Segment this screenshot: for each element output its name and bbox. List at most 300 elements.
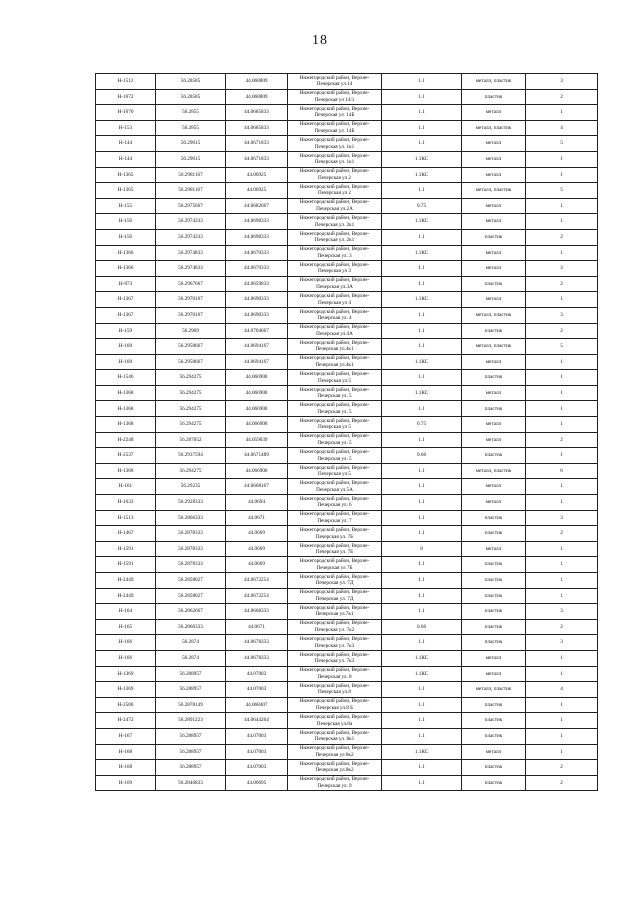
longitude-cell: 44.0659833 bbox=[226, 276, 288, 292]
volume-cell: 1.1КС bbox=[382, 650, 462, 666]
material-cell: пластик bbox=[462, 760, 526, 776]
volume-cell: 1.1 bbox=[382, 635, 462, 651]
address-cell: Нижегородский район, Верхне-Печерская ул. 7к2 bbox=[288, 619, 382, 635]
volume-cell: 1.1 bbox=[382, 401, 462, 417]
longitude-cell: 44.066908 bbox=[226, 463, 288, 479]
material-cell: металл bbox=[462, 214, 526, 230]
table-row bbox=[96, 74, 598, 90]
table-row bbox=[96, 105, 598, 121]
address-cell: Нижегородский район, Верхне-Печерская ул 14/1 bbox=[288, 89, 382, 105]
material-cell: пластик bbox=[462, 573, 526, 589]
site-id-cell: Н-1467 bbox=[96, 526, 156, 542]
volume-cell: 1.1КС bbox=[382, 245, 462, 261]
material-cell: пластик bbox=[462, 635, 526, 651]
table-row bbox=[96, 385, 598, 401]
count-cell: 3 bbox=[526, 74, 598, 90]
address-cell: Нижегородский район, Верхне-Печерская ул. 6 bbox=[288, 495, 382, 511]
longitude-cell: 44.0694167 bbox=[226, 339, 288, 355]
longitude-cell: 44.0668333 bbox=[226, 604, 288, 620]
latitude-cell: 56.288957 bbox=[156, 760, 226, 776]
site-id-cell: Н-2506 bbox=[96, 697, 156, 713]
table-row bbox=[96, 229, 598, 245]
material-cell: металл bbox=[462, 136, 526, 152]
site-id-cell: Н-160 bbox=[96, 339, 156, 355]
count-cell: 5 bbox=[526, 339, 598, 355]
table-row bbox=[96, 557, 598, 573]
table-row bbox=[96, 682, 598, 698]
site-id-cell: Н-1369 bbox=[96, 682, 156, 698]
volume-cell: 1.1 bbox=[382, 89, 462, 105]
address-cell: Нижегородский район, Верхне-Печерская ул. 4 bbox=[288, 307, 382, 323]
latitude-cell: 56.2878333 bbox=[156, 526, 226, 542]
count-cell: 1 bbox=[526, 292, 598, 308]
latitude-cell: 56.28585 bbox=[156, 89, 226, 105]
count-cell: 2 bbox=[526, 89, 598, 105]
count-cell: 2 bbox=[526, 775, 598, 791]
address-cell: Нижегородский район, Верхне-Печерская ул. 3 bbox=[288, 245, 382, 261]
material-cell: металл bbox=[462, 245, 526, 261]
longitude-cell: 44.0669 bbox=[226, 541, 288, 557]
table-row bbox=[96, 276, 598, 292]
site-id-cell: Н-155 bbox=[96, 198, 156, 214]
table-row bbox=[96, 541, 598, 557]
material-cell: пластик bbox=[462, 276, 526, 292]
table-row bbox=[96, 214, 598, 230]
table-row bbox=[96, 573, 598, 589]
site-id-cell: Н-1367 bbox=[96, 307, 156, 323]
material-cell: пластик bbox=[462, 697, 526, 713]
address-cell: Нижегородский район, Верхне-Печерская ул. 7к3 bbox=[288, 635, 382, 651]
table-row bbox=[96, 292, 598, 308]
latitude-cell: 56.2974833 bbox=[156, 245, 226, 261]
site-id-cell: Н-1368 bbox=[96, 463, 156, 479]
latitude-cell: 56.287052 bbox=[156, 432, 226, 448]
volume-cell: 8 bbox=[382, 541, 462, 557]
site-id-cell: Н-1670 bbox=[96, 105, 156, 121]
longitude-cell: 44.0685833 bbox=[226, 120, 288, 136]
longitude-cell: 44.0690333 bbox=[226, 307, 288, 323]
address-cell: Нижегородский район, Верхне-Печерская ул.5А bbox=[288, 479, 382, 495]
site-id-cell: Н-166 bbox=[96, 650, 156, 666]
material-cell: металл, пластик bbox=[462, 183, 526, 199]
material-cell: пластик bbox=[462, 619, 526, 635]
site-id-cell: Н-1365 bbox=[96, 167, 156, 183]
material-cell: металл, пластик bbox=[462, 463, 526, 479]
latitude-cell: 56.2855 bbox=[156, 105, 226, 121]
site-id-cell: Н-161 bbox=[96, 479, 156, 495]
longitude-cell: 44.0672254 bbox=[226, 573, 288, 589]
latitude-cell: 56.2970167 bbox=[156, 307, 226, 323]
table-row bbox=[96, 339, 598, 355]
count-cell: 3 bbox=[526, 604, 598, 620]
latitude-cell: 56.2974833 bbox=[156, 261, 226, 277]
latitude-cell: 56.2928333 bbox=[156, 495, 226, 511]
address-cell: Нижегородский район, Верхне-Печерская ул 7Б bbox=[288, 557, 382, 573]
latitude-cell: 56.2981167 bbox=[156, 183, 226, 199]
volume-cell: 1.1 bbox=[382, 697, 462, 713]
longitude-cell: 44.0669 bbox=[226, 526, 288, 542]
address-cell: Нижегородский район, Верхне-Печерская ул. 14Б bbox=[288, 105, 382, 121]
table-row bbox=[96, 370, 598, 386]
count-cell: 1 bbox=[526, 479, 598, 495]
material-cell: металл, пластик bbox=[462, 339, 526, 355]
address-cell: Нижегородский район, Верхне-Печерская ул. 7к3 bbox=[288, 650, 382, 666]
count-cell: 2 bbox=[526, 619, 598, 635]
address-cell: Нижегородский район, Верхне-Печерская ул.14 bbox=[288, 74, 382, 90]
material-cell: металл bbox=[462, 650, 526, 666]
volume-cell: 1.1 bbox=[382, 760, 462, 776]
latitude-cell: 56.294275 bbox=[156, 417, 226, 433]
count-cell: 2 bbox=[526, 323, 598, 339]
site-id-cell: Н-2537 bbox=[96, 448, 156, 464]
latitude-cell: 56.2970167 bbox=[156, 292, 226, 308]
site-id-cell: Н-156 bbox=[96, 214, 156, 230]
address-cell: Нижегородский район, Верхне-Печерская ул. 7Д bbox=[288, 573, 382, 589]
material-cell: пластик bbox=[462, 323, 526, 339]
count-cell: 2 bbox=[526, 229, 598, 245]
site-id-cell: Н-1366 bbox=[96, 245, 156, 261]
table-row bbox=[96, 167, 598, 183]
site-id-cell: Н-168 bbox=[96, 760, 156, 776]
longitude-cell: 44.07003 bbox=[226, 682, 288, 698]
longitude-cell: 44.0668167 bbox=[226, 479, 288, 495]
volume-cell: 1.1 bbox=[382, 479, 462, 495]
longitude-cell: 44.0672254 bbox=[226, 588, 288, 604]
volume-cell: 0.75 bbox=[382, 198, 462, 214]
longitude-cell: 44.0678333 bbox=[226, 635, 288, 651]
volume-cell: 1.1КС bbox=[382, 292, 462, 308]
count-cell: 1 bbox=[526, 666, 598, 682]
count-cell: 4 bbox=[526, 120, 598, 136]
volume-cell: 1.1 bbox=[382, 261, 462, 277]
site-id-cell: Н-1672 bbox=[96, 89, 156, 105]
count-cell: 1 bbox=[526, 167, 598, 183]
site-id-cell: Н-1365 bbox=[96, 183, 156, 199]
longitude-cell: 44.07003 bbox=[226, 760, 288, 776]
table-row bbox=[96, 323, 598, 339]
count-cell: 4 bbox=[526, 682, 598, 698]
volume-cell: 1.1КС bbox=[382, 744, 462, 760]
volume-cell: 1.1КС bbox=[382, 666, 462, 682]
count-cell: 2 bbox=[526, 760, 598, 776]
volume-cell: 1.1 bbox=[382, 573, 462, 589]
site-id-cell: Н-2248 bbox=[96, 432, 156, 448]
address-cell: Нижегородский район, Верхне-Печерская ул.5 bbox=[288, 463, 382, 479]
volume-cell: 1.1 bbox=[382, 276, 462, 292]
latitude-cell: 56.294275 bbox=[156, 401, 226, 417]
latitude-cell: 56.288957 bbox=[156, 728, 226, 744]
material-cell: пластик bbox=[462, 229, 526, 245]
address-cell: Нижегородский район, Верхне-Печерская ул. 5 bbox=[288, 432, 382, 448]
count-cell: 1 bbox=[526, 557, 598, 573]
material-cell: пластик bbox=[462, 510, 526, 526]
material-cell: металл bbox=[462, 151, 526, 167]
material-cell: пластик bbox=[462, 526, 526, 542]
longitude-cell: 44.06925 bbox=[226, 167, 288, 183]
site-id-cell: Н-1512 bbox=[96, 74, 156, 90]
count-cell: 5 bbox=[526, 183, 598, 199]
longitude-cell: 44.0694 bbox=[226, 495, 288, 511]
volume-cell: 0.66 bbox=[382, 619, 462, 635]
longitude-cell: 44.0690333 bbox=[226, 292, 288, 308]
address-cell: Нижегородский район, Верхне-Печерская ул.8к2 bbox=[288, 760, 382, 776]
volume-cell: 1.1 bbox=[382, 557, 462, 573]
latitude-cell: 56.2937594 bbox=[156, 448, 226, 464]
site-id-cell: Н-1591 bbox=[96, 557, 156, 573]
volume-cell: 1.1 bbox=[382, 682, 462, 698]
longitude-cell: 44.0671833 bbox=[226, 151, 288, 167]
site-id-cell: Н-167 bbox=[96, 728, 156, 744]
material-cell: металл bbox=[462, 417, 526, 433]
material-cell: металл bbox=[462, 432, 526, 448]
table-row bbox=[96, 666, 598, 682]
material-cell: металл, пластик bbox=[462, 74, 526, 90]
address-cell: Нижегородский район, Верхне-Печерская ул.8 bbox=[288, 682, 382, 698]
latitude-cell: 56.2974333 bbox=[156, 214, 226, 230]
count-cell: 2 bbox=[526, 432, 598, 448]
site-id-cell: Н-159 bbox=[96, 323, 156, 339]
table-row bbox=[96, 510, 598, 526]
latitude-cell: 56.2967667 bbox=[156, 276, 226, 292]
material-cell: металл bbox=[462, 744, 526, 760]
volume-cell: 0.75 bbox=[382, 417, 462, 433]
latitude-cell: 56.2878333 bbox=[156, 541, 226, 557]
material-cell: металл bbox=[462, 167, 526, 183]
longitude-cell: 44.06925 bbox=[226, 183, 288, 199]
table-row bbox=[96, 744, 598, 760]
address-cell: Нижегородский район, Верхне-Печерская ул.2А bbox=[288, 198, 382, 214]
longitude-cell: 44.066908 bbox=[226, 370, 288, 386]
volume-cell: 1.1КС bbox=[382, 385, 462, 401]
address-cell: Нижегородский район, Верхне-Печерская ул 8к2 bbox=[288, 744, 382, 760]
volume-cell: 1.1 bbox=[382, 588, 462, 604]
latitude-cell: 56.29015 bbox=[156, 151, 226, 167]
volume-cell: 1.1 bbox=[382, 526, 462, 542]
table-body bbox=[96, 74, 598, 791]
address-cell: Нижегородский район, Верхне-Печерская ул.7к1 bbox=[288, 604, 382, 620]
count-cell: 1 bbox=[526, 588, 598, 604]
material-cell: металл bbox=[462, 495, 526, 511]
address-cell: Нижегородский район, Верхне-Печерская ул. 8 bbox=[288, 666, 382, 682]
address-cell: Нижегородский район, Верхне-Печерская ул. 7Б bbox=[288, 541, 382, 557]
latitude-cell: 56.2855 bbox=[156, 120, 226, 136]
site-id-cell: Н-1366 bbox=[96, 261, 156, 277]
table-row bbox=[96, 136, 598, 152]
site-id-cell: Н-156 bbox=[96, 229, 156, 245]
latitude-cell: 56.2858027 bbox=[156, 573, 226, 589]
longitude-cell: 44.066908 bbox=[226, 417, 288, 433]
count-cell: 3 bbox=[526, 261, 598, 277]
table-row bbox=[96, 760, 598, 776]
address-cell: Нижегородский район, Верхне-Печерская ул.8а bbox=[288, 713, 382, 729]
site-id-cell: Н-165 bbox=[96, 619, 156, 635]
site-id-cell: Н-1591 bbox=[96, 541, 156, 557]
site-id-cell: Н-1367 bbox=[96, 292, 156, 308]
volume-cell: 1.1 bbox=[382, 775, 462, 791]
volume-cell: 1.1 bbox=[382, 183, 462, 199]
material-cell: пластик bbox=[462, 728, 526, 744]
count-cell: 1 bbox=[526, 198, 598, 214]
volume-cell: 1.1 bbox=[382, 74, 462, 90]
address-cell: Нижегородский район, Верхне-Печерская ул 3 bbox=[288, 261, 382, 277]
material-cell: металл bbox=[462, 666, 526, 682]
count-cell: 2 bbox=[526, 276, 598, 292]
material-cell: металл bbox=[462, 105, 526, 121]
site-id-cell: Н-144 bbox=[96, 136, 156, 152]
material-cell: металл bbox=[462, 354, 526, 370]
table-row bbox=[96, 198, 598, 214]
latitude-cell: 56.288957 bbox=[156, 666, 226, 682]
material-cell: пластик bbox=[462, 448, 526, 464]
longitude-cell: 44.066908 bbox=[226, 401, 288, 417]
latitude-cell: 56.2958667 bbox=[156, 354, 226, 370]
longitude-cell: 44.0671489 bbox=[226, 448, 288, 464]
latitude-cell: 56.28585 bbox=[156, 74, 226, 90]
volume-cell: 1.1 bbox=[382, 604, 462, 620]
address-cell: Нижегородский район, Верхне-Печерская ул. 5 bbox=[288, 385, 382, 401]
volume-cell: 1.1 bbox=[382, 120, 462, 136]
material-cell: пластик bbox=[462, 370, 526, 386]
table-row bbox=[96, 432, 598, 448]
address-cell: Нижегородский район, Верхне-Печерская ул. 1к1 bbox=[288, 151, 382, 167]
volume-cell: 1.1 bbox=[382, 510, 462, 526]
count-cell: 1 bbox=[526, 354, 598, 370]
volume-cell: 1.1 bbox=[382, 495, 462, 511]
latitude-cell: 56.2866333 bbox=[156, 510, 226, 526]
volume-cell: 1.1КС bbox=[382, 214, 462, 230]
material-cell: пластик bbox=[462, 401, 526, 417]
site-id-cell: Н-164 bbox=[96, 604, 156, 620]
material-cell: металл bbox=[462, 541, 526, 557]
table-row bbox=[96, 619, 598, 635]
site-id-cell: Н-166 bbox=[96, 635, 156, 651]
address-cell: Нижегородский район, Верхне-Печерская ул. 7 bbox=[288, 510, 382, 526]
container-sites-table-wrap bbox=[95, 73, 597, 791]
count-cell: 1 bbox=[526, 495, 598, 511]
count-cell: 5 bbox=[526, 136, 598, 152]
latitude-cell: 56.2969 bbox=[156, 323, 226, 339]
latitude-cell: 56.29015 bbox=[156, 136, 226, 152]
latitude-cell: 56.29235 bbox=[156, 479, 226, 495]
longitude-cell: 44.068809 bbox=[226, 74, 288, 90]
latitude-cell: 56.2858027 bbox=[156, 588, 226, 604]
material-cell: металл bbox=[462, 261, 526, 277]
table-row bbox=[96, 495, 598, 511]
address-cell: Нижегородский район, Верхне-Печерская ул.4А bbox=[288, 323, 382, 339]
latitude-cell: 56.2878333 bbox=[156, 557, 226, 573]
longitude-cell: 44.0704667 bbox=[226, 323, 288, 339]
longitude-cell: 44.068407 bbox=[226, 697, 288, 713]
site-id-cell: Н-169 bbox=[96, 775, 156, 791]
table-row bbox=[96, 261, 598, 277]
address-cell: Нижегородский район, Верхне-Печерская ул.8 Б bbox=[288, 697, 382, 713]
volume-cell: 1.1 bbox=[382, 339, 462, 355]
site-id-cell: Н-1546 bbox=[96, 370, 156, 386]
volume-cell: 1.1 bbox=[382, 728, 462, 744]
count-cell: 6 bbox=[526, 463, 598, 479]
site-id-cell: Н-2449 bbox=[96, 588, 156, 604]
site-id-cell: Н-2449 bbox=[96, 573, 156, 589]
count-cell: 1 bbox=[526, 713, 598, 729]
material-cell: металл bbox=[462, 479, 526, 495]
site-id-cell: Н-144 bbox=[96, 151, 156, 167]
longitude-cell: 44.0685833 bbox=[226, 105, 288, 121]
longitude-cell: 44.066908 bbox=[226, 385, 288, 401]
volume-cell: 1.1 bbox=[382, 229, 462, 245]
address-cell: Нижегородский район, Верхне-Печерская ул. 7Б bbox=[288, 526, 382, 542]
latitude-cell: 56.2975667 bbox=[156, 198, 226, 214]
site-id-cell: Н-873 bbox=[96, 276, 156, 292]
volume-cell: 1.1 bbox=[382, 323, 462, 339]
address-cell: Нижегородский район, Верхне-Печерская ул. 9 bbox=[288, 775, 382, 791]
address-cell: Нижегородский район, Верхне-Печерская ул. 2к1 bbox=[288, 214, 382, 230]
count-cell: 1 bbox=[526, 697, 598, 713]
longitude-cell: 44.07003 bbox=[226, 728, 288, 744]
count-cell: 1 bbox=[526, 744, 598, 760]
container-sites-table bbox=[95, 73, 598, 791]
site-id-cell: Н-168 bbox=[96, 744, 156, 760]
latitude-cell: 56.2974333 bbox=[156, 229, 226, 245]
table-row bbox=[96, 588, 598, 604]
site-id-cell: Н-1368 bbox=[96, 417, 156, 433]
material-cell: пластик bbox=[462, 89, 526, 105]
count-cell: 2 bbox=[526, 526, 598, 542]
longitude-cell: 44.07003 bbox=[226, 744, 288, 760]
material-cell: пластик bbox=[462, 557, 526, 573]
address-cell: Нижегородский район, Верхне-Печерская ул.5 bbox=[288, 370, 382, 386]
longitude-cell: 44.0698333 bbox=[226, 229, 288, 245]
material-cell: металл, пластик bbox=[462, 307, 526, 323]
latitude-cell: 56.294275 bbox=[156, 370, 226, 386]
table-row bbox=[96, 775, 598, 791]
table-row bbox=[96, 635, 598, 651]
longitude-cell: 44.0671833 bbox=[226, 136, 288, 152]
table-row bbox=[96, 650, 598, 666]
longitude-cell: 44.06695 bbox=[226, 775, 288, 791]
count-cell: 1 bbox=[526, 728, 598, 744]
volume-cell: 0.66 bbox=[382, 448, 462, 464]
table-row bbox=[96, 697, 598, 713]
volume-cell: 1.1 bbox=[382, 105, 462, 121]
longitude-cell: 44.0682667 bbox=[226, 198, 288, 214]
site-id-cell: Н-153 bbox=[96, 120, 156, 136]
count-cell: 1 bbox=[526, 650, 598, 666]
address-cell: Нижегородский район, Верхне-Печерская ул 2 bbox=[288, 167, 382, 183]
count-cell: 1 bbox=[526, 573, 598, 589]
longitude-cell: 44.0694167 bbox=[226, 354, 288, 370]
table-row bbox=[96, 417, 598, 433]
address-cell: Нижегородский район, Верхне-Печерская ул. 8к1 bbox=[288, 728, 382, 744]
table-row bbox=[96, 307, 598, 323]
address-cell: Нижегородский район, Верхне-Печерская ул 2 bbox=[288, 183, 382, 199]
longitude-cell: 44.059039 bbox=[226, 432, 288, 448]
table-row bbox=[96, 183, 598, 199]
site-id-cell: Н-1633 bbox=[96, 495, 156, 511]
table-row bbox=[96, 448, 598, 464]
page-number: 18 bbox=[312, 33, 328, 48]
address-cell: Нижегородский район, Верхне-Печерская ул.4к1 bbox=[288, 354, 382, 370]
latitude-cell: 56.2981167 bbox=[156, 167, 226, 183]
address-cell: Нижегородский район, Верхне-Печерская ул.3А bbox=[288, 276, 382, 292]
count-cell: 1 bbox=[526, 105, 598, 121]
table-row bbox=[96, 713, 598, 729]
count-cell: 1 bbox=[526, 401, 598, 417]
volume-cell: 1.1 bbox=[382, 307, 462, 323]
site-id-cell: Н-1513 bbox=[96, 510, 156, 526]
longitude-cell: 44.07003 bbox=[226, 666, 288, 682]
count-cell: 1 bbox=[526, 370, 598, 386]
table-row bbox=[96, 728, 598, 744]
